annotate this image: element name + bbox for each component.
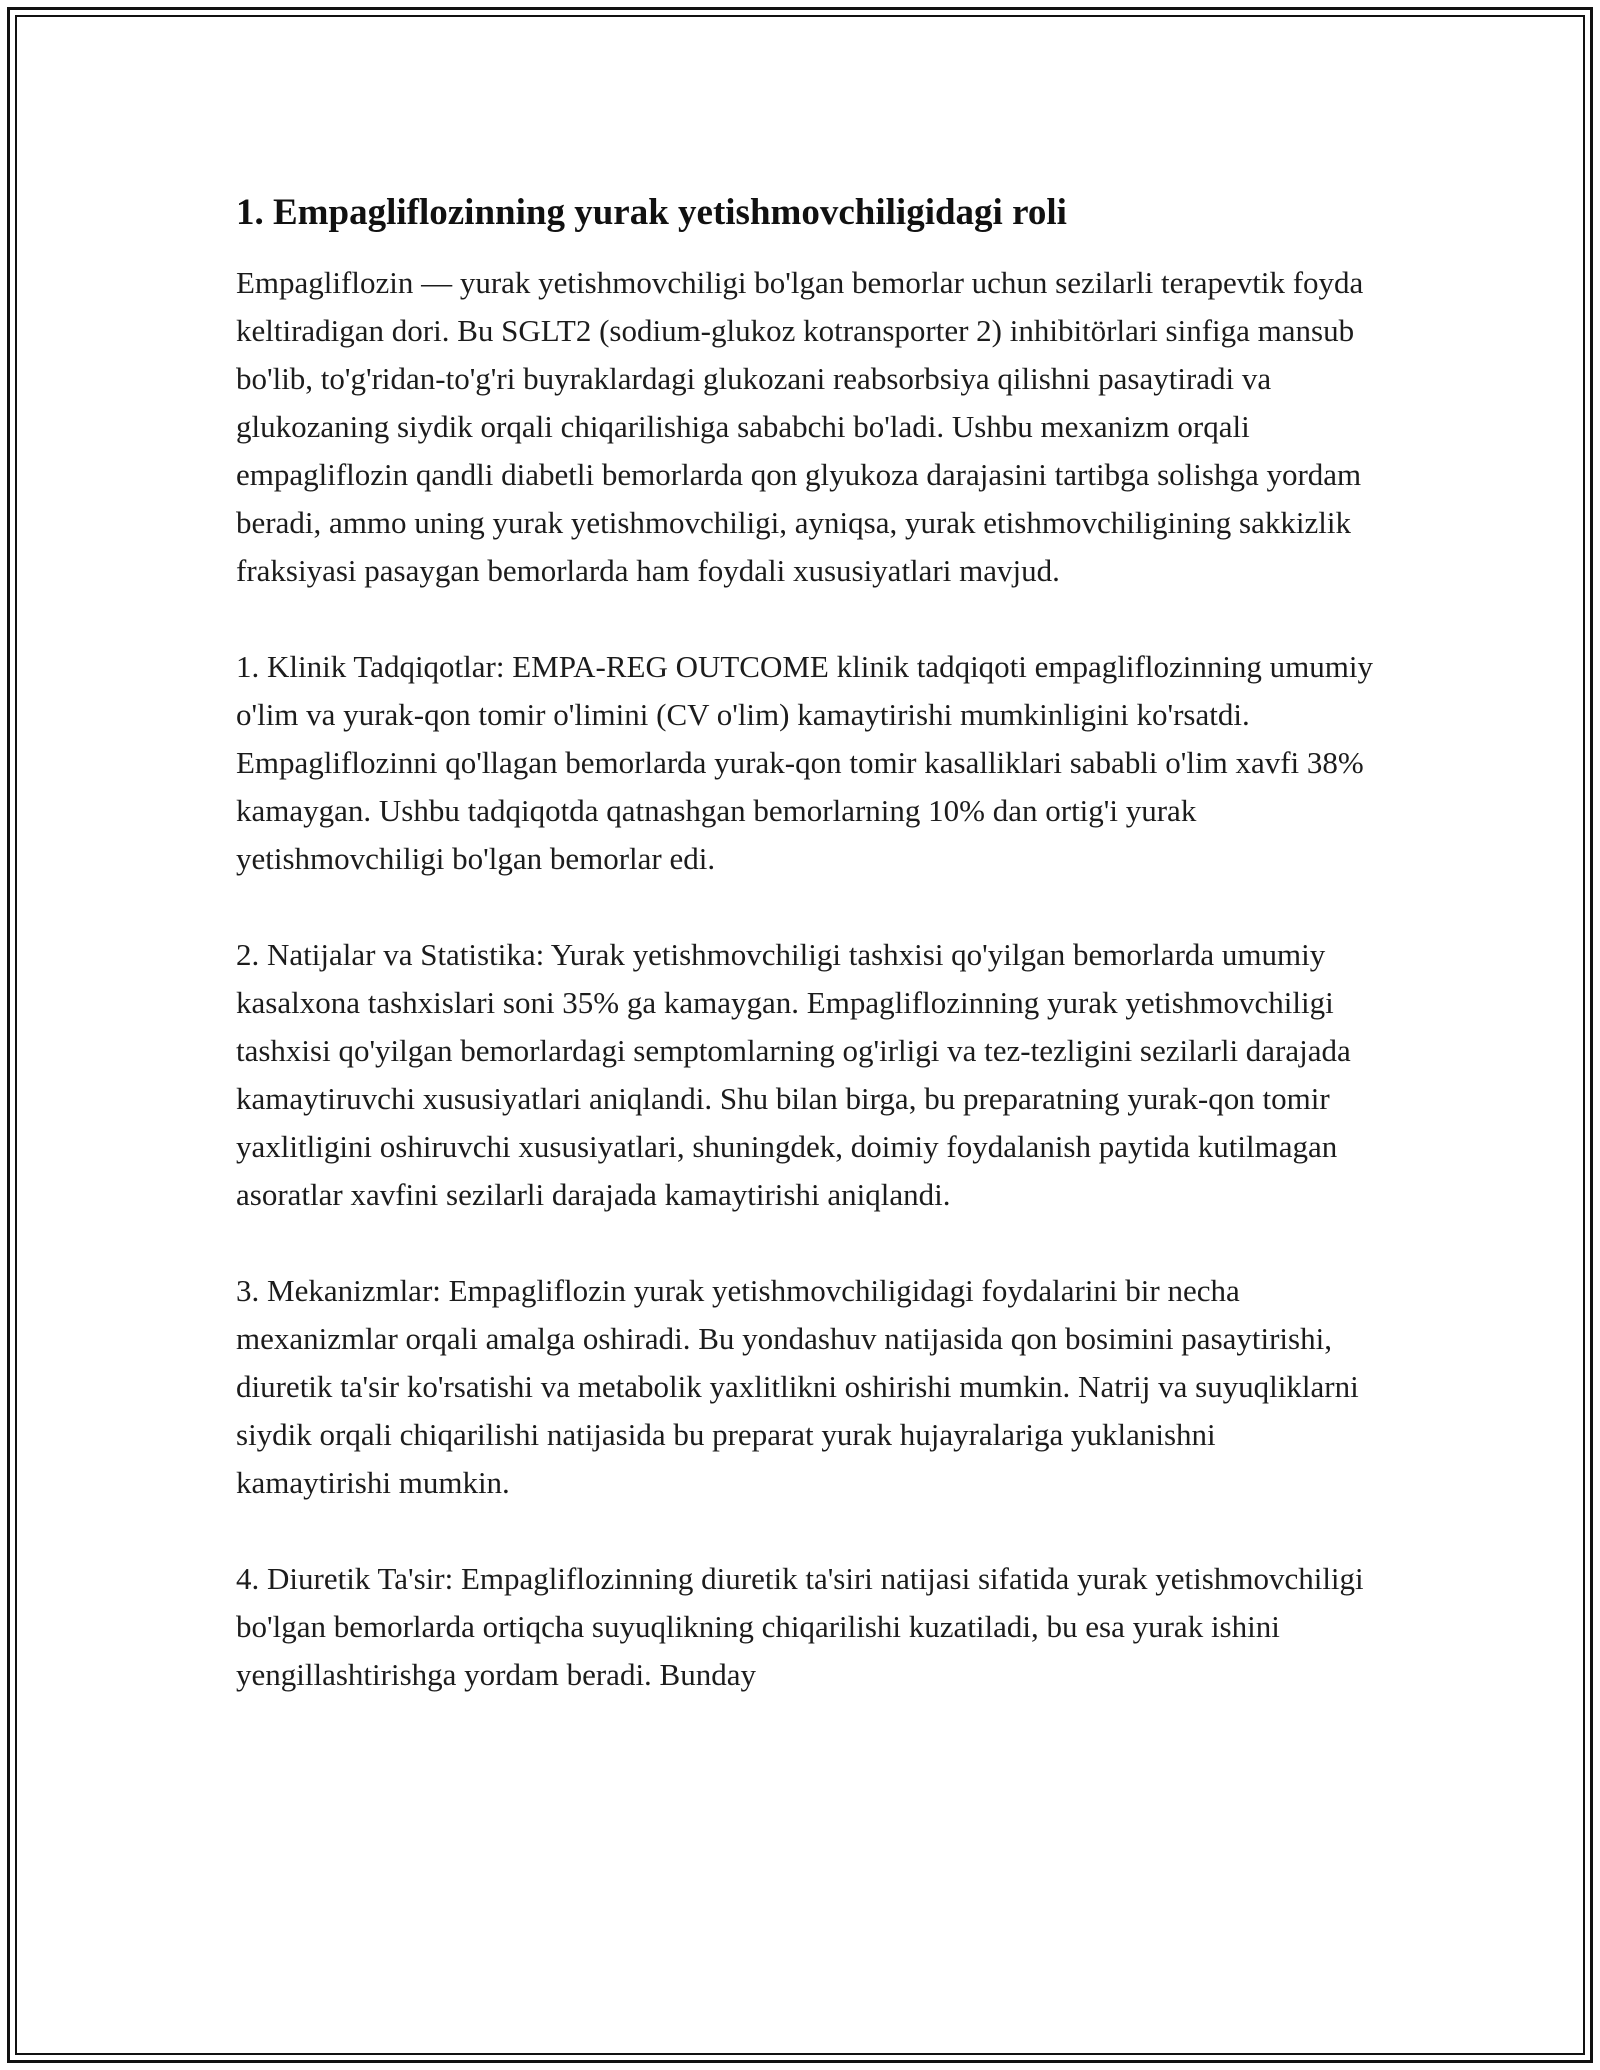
clinical-trials-paragraph: 1. Klinik Tadqiqotlar: EMPA-REG OUTCOME klinik tadqiqoti empagliflozinning umumiy o'lim va yurak-qon tomir o'limini (CV o'lim) kamaytirishi mumkinligini ko'rsatdi. Empagliflozinni qo'llagan bemorlarda yurak-qon tomir kasalliklari sababli o'lim xavfi 38% kamaygan. Ushbu tadqiqotda qatnashgan bemorlarning 10% dan ortig'i yurak yetishmovchiligi bo'lgan bemorlar edi. xyxy=(236,649,1374,876)
diuretic-effect-paragraph: 4. Diuretik Ta'sir: Empagliflozinning diuretik ta'siri natijasi sifatida yurak yetishmovchiligi bo'lgan bemorlarda ortiqcha suyuqlikning chiqarilishi kuzatiladi, bu esa yurak ishini yengillashtirishga yordam beradi. Bunday xyxy=(236,1561,1364,1692)
intro-paragraph: Empagliflozin — yurak yetishmovchiligi bo'lgan bemorlar uchun sezilarli terapevtik foyda keltiradigan dori. Bu SGLT2 (sodium-glukoz kotransporter 2) inhibitörlari sinfiga mansub bo'lib, to'g'ridan-to'g'ri buyraklardagi glukozani reabsorbsiya qilishni pasaytiradi va glukozaning siydik orqali chiqarilishiga sababchi bo'ladi. Ushbu mexanizm orqali empagliflozin qandli diabetli bemorlarda qon glyukoza darajasini tartibga solishga yordam beradi, ammo uning yurak yetishmovchiligi, ayniqsa, yurak etishmovchiligining sakkizlik fraksiyasi pasaygan bemorlarda ham foydali xususiyatlari mavjud. xyxy=(236,265,1364,588)
section-heading: 1. Empagliflozinning yurak yetishmovchiligidagi roli xyxy=(236,192,1067,233)
mechanisms-paragraph: 3. Mekanizmlar: Empagliflozin yurak yetishmovchiligidagi foydalarini bir necha mexanizmlar orqali amalga oshiradi. Bu yondashuv natijasida qon bosimini pasaytirishi, diuretik ta'sir ko'rsatishi va metabolik yaxlitlikni oshirishi mumkin. Natrij va suyuqliklarni siydik orqali chiqarilishi natijasida bu preparat yurak hujayralariga yuklanishni kamaytirishi mumkin. xyxy=(236,1273,1359,1500)
document-body xyxy=(236,185,1376,1747)
results-statistics-paragraph: 2. Natijalar va Statistika: Yurak yetishmovchiligi tashxisi qo'yilgan bemorlarda umumiy kasalxona tashxislari soni 35% ga kamaygan. Empagliflozinning yurak yetishmovchiligi tashxisi qo'yilgan bemorlardagi semptomlarning og'irligi va tez-tezligini sezilarli darajada kamaytiruvchi xususiyatlari aniqlandi. Shu bilan birga, bu preparatning yurak-qon tomir yaxlitligini oshiruvchi xususiyatlari, shuningdek, doimiy foydalanish paytida kutilmagan asoratlar xavfini sezilarli darajada kamaytirishi aniqlandi. xyxy=(236,937,1351,1212)
